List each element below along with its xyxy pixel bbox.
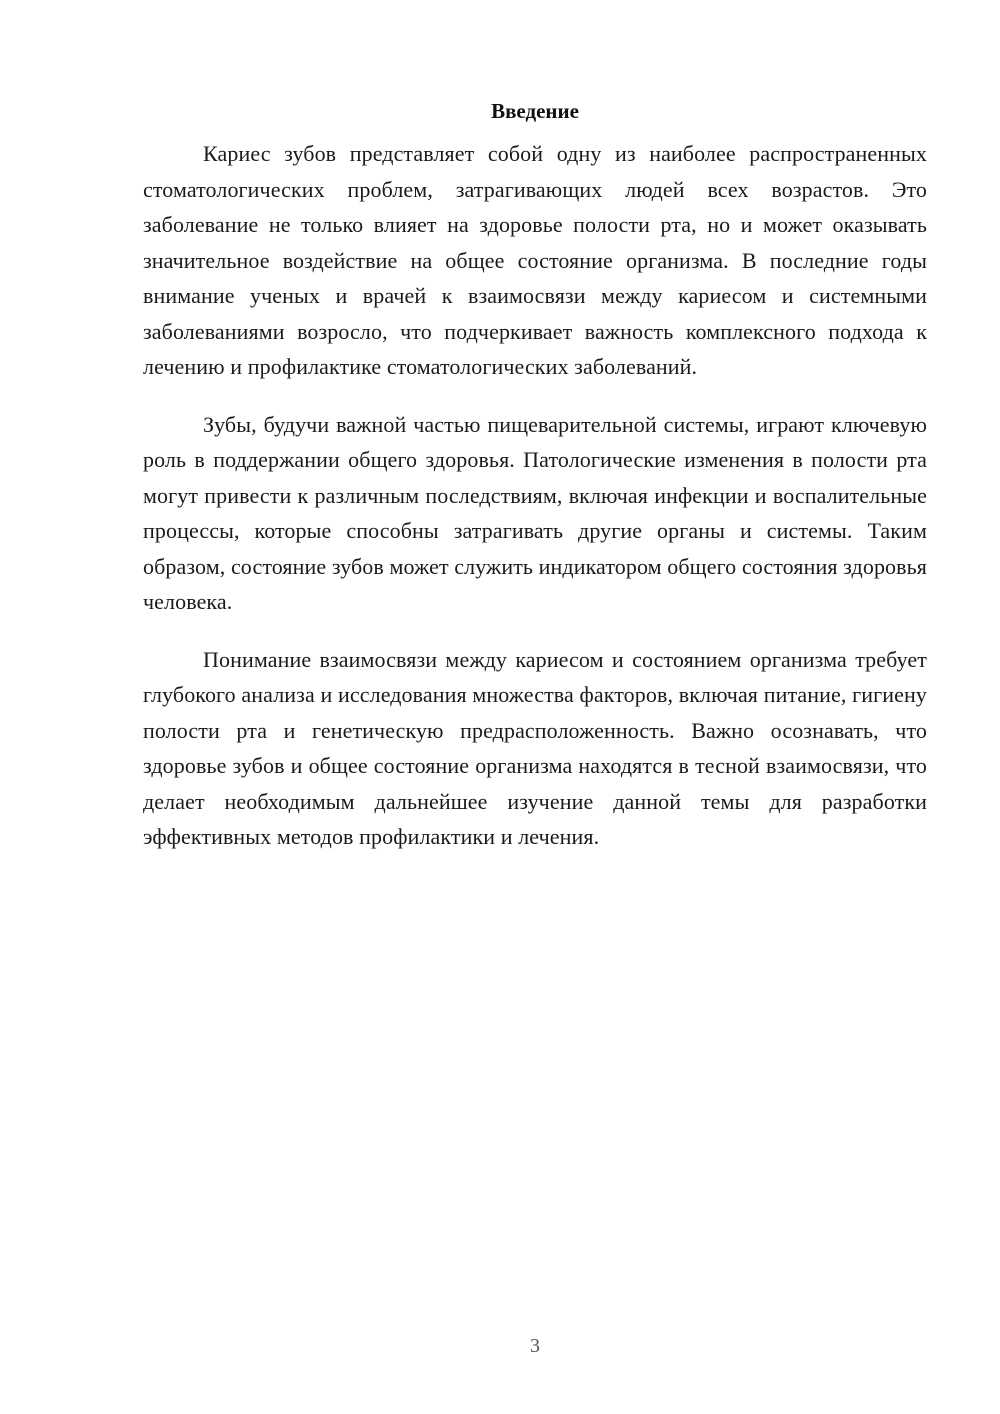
- page-content: [143, 96, 927, 877]
- paragraph-1: Кариес зубов представляет собой одну из наиболее распространенных стоматологических проблем, затрагивающих людей всех возрастов. Это заболевание не только влияет на здоровье полости рта, но и может оказывать значительное воздействие на общее состояние организма. В последние годы внимание ученых и врачей к взаимосвязи между кариесом и системными заболеваниями возросло, что подчеркивает важность комплексного подхода к лечению и профилактике стоматологических заболеваний.: [143, 141, 927, 379]
- page-number: 3: [530, 1335, 540, 1357]
- paragraph-3: Понимание взаимосвязи между кариесом и состоянием организма требует глубокого анализа и исследования множества факторов, включая питание, гигиену полости рта и генетическую предрасположенность. Важно осознавать, что здоровье зубов и общее состояние организма находятся в тесной взаимосвязи, что делает необходимым дальнейшее изучение данной темы для разработки эффективных методов профилактики и лечения.: [143, 646, 927, 849]
- section-title: Введение: [491, 99, 579, 123]
- paragraph-2: Зубы, будучи важной частью пищеварительной системы, играют ключевую роль в поддержании общего здоровья. Патологические изменения в полости рта могут привести к различным последствиям, включая инфекции и воспалительные процессы, которые способны затрагивать другие органы и системы. Таким образом, состояние зубов может служить индикатором общего состояния здоровья человека.: [143, 411, 927, 614]
